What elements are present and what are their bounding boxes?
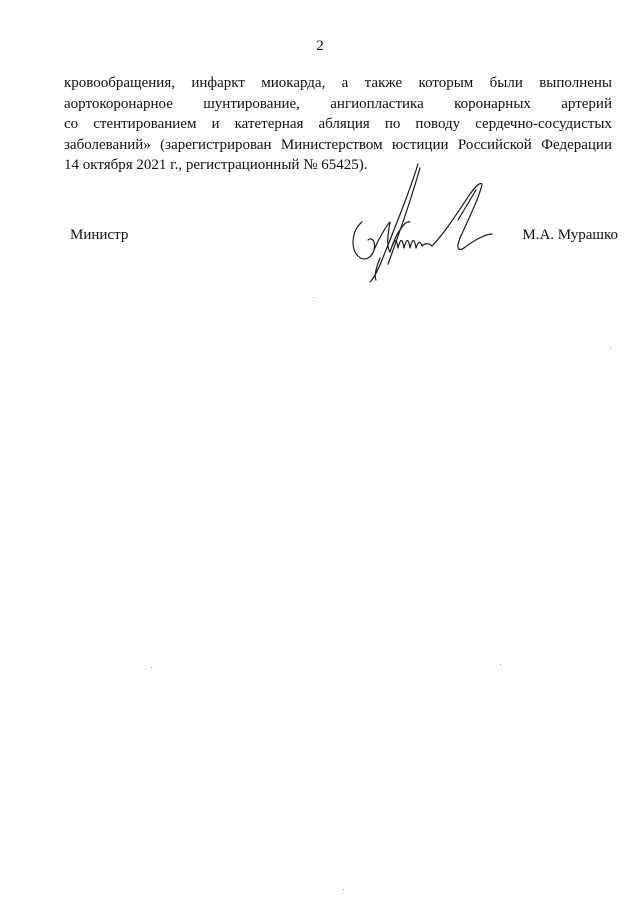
page-number: 2 — [316, 38, 324, 54]
scan-speck — [610, 347, 611, 348]
body-line: заболеваний» (зарегистрирован Министерством юстиции Российской Федерации — [64, 136, 612, 153]
body-line: со стентированием и катетерная абляция по поводу сердечно-сосудистых — [64, 116, 612, 132]
scan-speck — [500, 664, 501, 665]
signer-position: Министр — [70, 227, 129, 243]
handwritten-signature — [340, 160, 510, 290]
body-line: 14 октября 2021 г., регистрационный № 65425). — [64, 157, 368, 173]
scan-speck — [151, 667, 152, 668]
signer-name: М.А. Мурашко — [522, 227, 618, 243]
scan-speck — [313, 297, 314, 298]
body-line: кровообращения, инфаркт миокарда, а также которым были выполнены — [64, 75, 612, 91]
signature-block — [0, 160, 640, 300]
scan-speck — [343, 889, 344, 890]
body-line: аортокоронарное шунтирование, ангиопластика коронарных артерий — [64, 95, 612, 112]
